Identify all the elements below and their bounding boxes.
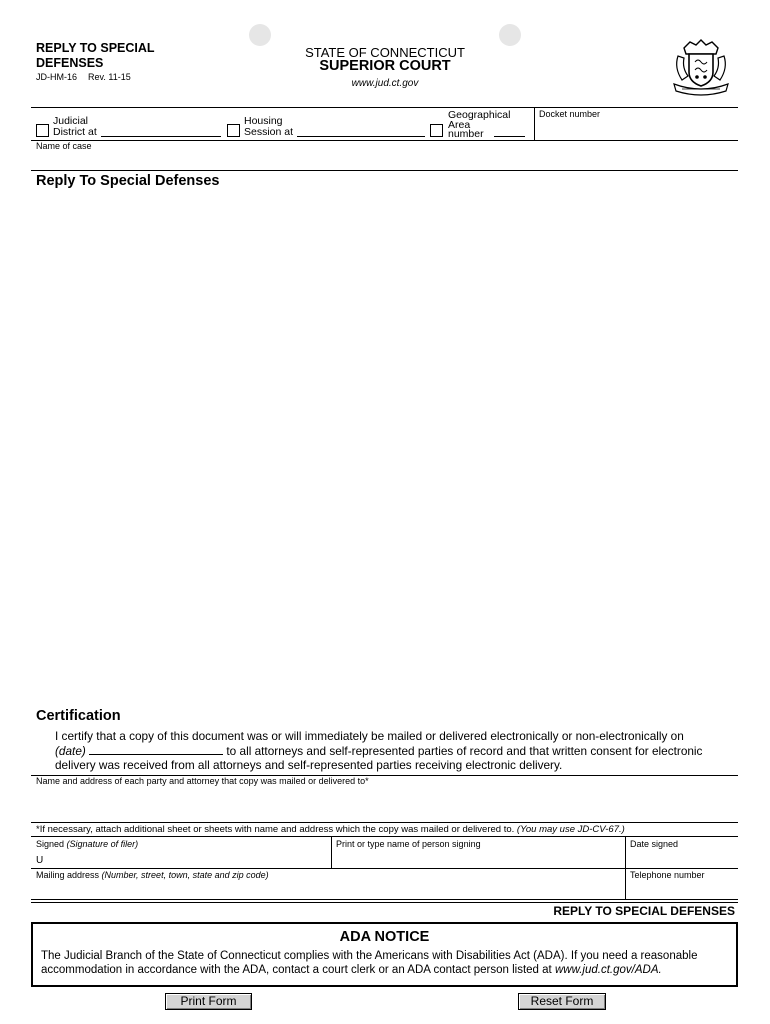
signature-value[interactable]: U [36, 855, 44, 866]
case-name-top-rule [31, 140, 738, 141]
form-code-line [36, 72, 131, 82]
docket-number-input[interactable] [538, 120, 736, 138]
case-name-bottom-rule [31, 170, 738, 171]
certification-line1: I certify that a copy of this document was or will immediately be mailed or delivered electronically or non-electronically on [55, 729, 684, 743]
certification-line2 [55, 743, 745, 758]
geo-label-line1: Geographical [448, 109, 511, 121]
geo-label-line3: number [448, 128, 484, 140]
recipients-input[interactable] [36, 788, 736, 820]
certification-text [55, 729, 745, 772]
judicial-label-line1: Judicial [53, 115, 89, 127]
form-title-line1: REPLY TO SPECIAL [36, 41, 155, 55]
footer-rule-2 [31, 902, 738, 903]
print-form-button[interactable]: Print Form [165, 993, 252, 1010]
certification-line3: delivery was received from all attorneys and self-represented parties receiving electronic delivery. [55, 758, 563, 772]
signature-top-rule [31, 836, 738, 837]
punch-hole-right [499, 24, 521, 46]
court-name: SUPERIOR COURT [319, 58, 451, 74]
housing-session-input[interactable] [297, 136, 425, 137]
ada-notice-title: ADA NOTICE [339, 929, 430, 945]
signed-label-text: Signed [36, 839, 65, 849]
date-signed-label: Date signed [630, 839, 679, 849]
telephone-input[interactable] [630, 881, 735, 897]
court-website: www.jud.ct.gov [351, 78, 419, 89]
ada-line2-text: accommodation in accordance with the ADA, contact a court clerk or an ADA contact person listed at [41, 964, 552, 976]
ada-link[interactable]: www.jud.ct.gov/ADA. [554, 964, 662, 976]
reset-form-button[interactable]: Reset Form [518, 993, 606, 1010]
recipients-label: Name and address of each party and attorney that copy was mailed or delivered to* [36, 776, 369, 786]
ada-line1: The Judicial Branch of the State of Connecticut complies with the Americans with Disabilities Act (ADA). If you need a reasonable [41, 950, 698, 962]
signature-divider-1 [331, 836, 332, 868]
mailing-top-rule [31, 868, 738, 869]
housing-session-label [244, 116, 293, 138]
form-title [36, 41, 155, 71]
certification-line2-rest: to all attorneys and self-represented parties of record and that written consent for electronic [226, 744, 703, 758]
recipients-bottom-rule [31, 822, 738, 823]
docket-divider [534, 107, 535, 140]
state-name: STATE OF CONNECTICUT [305, 45, 465, 60]
certification-date-label: (date) [55, 744, 86, 758]
judicial-label-line2: District at [53, 126, 97, 138]
ada-line2 [41, 963, 731, 977]
reply-text-area[interactable] [36, 196, 736, 696]
punch-hole-left [249, 24, 271, 46]
housing-session-checkbox[interactable] [227, 124, 240, 137]
footnote-italic: (You may use JD-CV-67.) [516, 824, 625, 835]
print-name-input[interactable] [336, 850, 621, 866]
mailing-label [36, 870, 269, 880]
ada-notice-text [41, 949, 731, 977]
housing-label-line1: Housing [244, 115, 283, 127]
signed-label [36, 839, 138, 849]
judicial-district-checkbox[interactable] [36, 124, 49, 137]
judicial-district-label [53, 116, 97, 138]
mailing-label-text: Mailing address [36, 870, 100, 880]
print-name-label: Print or type name of person signing [336, 839, 481, 849]
certification-date-input[interactable] [89, 743, 223, 755]
mailing-hint: (Number, street, town, state and zip code) [101, 870, 269, 880]
footnote [36, 824, 625, 835]
judicial-district-input[interactable] [101, 136, 221, 137]
footer-form-name: REPLY TO SPECIAL DEFENSES [553, 904, 735, 918]
date-signed-input[interactable] [630, 850, 735, 866]
geographical-area-checkbox[interactable] [430, 124, 443, 137]
form-title-line2: DEFENSES [36, 56, 104, 70]
housing-label-line2: Session at [244, 126, 294, 138]
case-name-label: Name of case [36, 141, 92, 151]
signed-hint: (Signature of filer) [66, 839, 139, 849]
connecticut-seal-icon [670, 36, 732, 98]
geographical-area-input[interactable] [494, 136, 525, 137]
location-top-rule [31, 107, 738, 108]
footnote-text: *If necessary, attach additional sheet or sheets with name and address which the copy was mailed or delivered to. [36, 824, 515, 835]
form-revision: Rev. 11-15 [88, 72, 131, 82]
geo-label-line2: Area [448, 118, 471, 131]
telephone-label: Telephone number [630, 870, 705, 880]
certification-title: Certification [36, 708, 121, 724]
docket-number-label: Docket number [539, 109, 601, 119]
case-name-input[interactable] [36, 152, 736, 168]
footer-rule-1 [31, 899, 738, 900]
mailing-address-input[interactable] [36, 881, 621, 897]
form-code: JD-HM-16 [36, 72, 78, 82]
section-title: Reply To Special Defenses [36, 173, 220, 189]
